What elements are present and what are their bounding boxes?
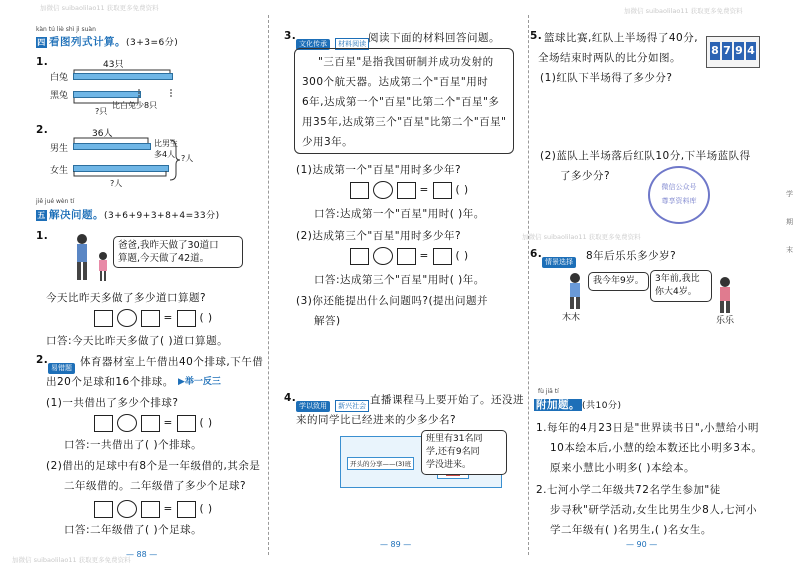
operator-circle[interactable] xyxy=(117,414,137,432)
material-line2: 300个航天器。达成第二个"百星"用时 xyxy=(302,76,489,88)
error-prone-tag: 易错题 xyxy=(48,363,75,374)
problem4-tags xyxy=(296,393,369,412)
answer-box[interactable] xyxy=(94,501,113,518)
problem2-text-line1: 体育器材室上午借出40个排球,下午借 xyxy=(80,356,264,368)
score-digit: 8 xyxy=(710,42,720,60)
problem2-q1: (1)一共借出了多少个排球? xyxy=(46,397,179,409)
problem1-equation xyxy=(94,309,213,327)
q1-number: 1. xyxy=(36,56,49,68)
extra-q2-line3: 学二年级有( )名男生,( )名女生。 xyxy=(550,524,712,536)
material-line4: 用35年,达成第三个"百星"比第二个"百星" xyxy=(302,116,507,128)
material-line5: 少用3年。 xyxy=(302,136,354,148)
operator-circle[interactable] xyxy=(117,309,137,327)
extra-q1-line2: 10本绘本后,小慧的绘本数还比小明多3本。 xyxy=(550,442,763,454)
extra-heading xyxy=(534,397,621,412)
problem3-answer2: 口答:达成第三个"百星"用时( )年。 xyxy=(314,274,485,286)
lele-figure xyxy=(710,276,740,316)
stamp-seal xyxy=(648,166,710,224)
answer-box[interactable] xyxy=(177,415,196,432)
equals-sign: = xyxy=(163,312,173,324)
q1-black-label: 黑兔 xyxy=(50,91,69,101)
problem4-text-line2: 来的同学比已经进来的少多少名? xyxy=(296,414,457,426)
q1-total-label: 43只 xyxy=(103,60,124,70)
answer-box[interactable] xyxy=(350,248,369,265)
mumu-figure xyxy=(560,272,590,312)
answer-box[interactable] xyxy=(397,248,416,265)
q1-question-label: ?只 xyxy=(95,107,108,116)
culture-tag: 文化传承 xyxy=(296,39,330,50)
q2-number: 2. xyxy=(36,124,49,136)
problem3-q3-line2: 解答) xyxy=(314,315,341,327)
problem1-bubble-line2: 算题,今天做了42道。 xyxy=(118,253,210,264)
problem2-tag xyxy=(48,355,75,374)
problem1-answer: 口答:今天比昨天多做了( )道口算题。 xyxy=(46,335,229,347)
page-number: — 90 — xyxy=(626,540,658,549)
answer-box[interactable] xyxy=(141,501,160,518)
problem1-question: 今天比昨天多做了多少道口算题? xyxy=(46,292,207,304)
problem3-equation2 xyxy=(350,247,469,265)
problem2-number: 2. xyxy=(36,354,49,366)
watermark: 加微信 suibaolilao11 获取更多免费资料 xyxy=(624,7,743,15)
section4-heading xyxy=(36,34,178,49)
bubble-line1: 班里有31名同 xyxy=(426,434,483,444)
problem2-equation1 xyxy=(94,414,213,432)
material-line3: 6年,达成第一个"百星"比第二个"百星"多 xyxy=(302,96,500,108)
section5-pinyin: jiě jué wèn tí xyxy=(36,198,75,205)
problem2-equation2 xyxy=(94,500,213,518)
answer-box[interactable] xyxy=(141,310,160,327)
lele-bubble-line1: 3年前,我比 xyxy=(655,274,700,284)
q1-white-bar xyxy=(73,73,173,80)
problem4-number: 4. xyxy=(284,392,297,404)
scoreboard-digits xyxy=(707,37,759,65)
problem5-text-line2: 全场结束时两队的比分如图。 xyxy=(538,52,681,64)
problem5-text-line1: 篮球比赛,红队上半场得了40分, xyxy=(544,32,699,44)
answer-box[interactable] xyxy=(177,310,196,327)
problem1-bubble-line1: 爸爸,我昨天做了30道口 xyxy=(118,240,219,251)
column-divider xyxy=(268,15,269,555)
lele-name: 乐乐 xyxy=(716,316,735,326)
q2-more-label-2: 多4人 xyxy=(154,150,176,159)
extra-score: (共10分) xyxy=(582,401,622,411)
watermark: 加微信 suibaolilao11 获取更多免费资料 xyxy=(40,4,159,12)
problem2-answer1: 口答:一共借出了( )个排球。 xyxy=(64,439,203,451)
bubble-line3: 学没进来。 xyxy=(426,460,472,470)
operator-circle[interactable] xyxy=(373,181,393,199)
equals-sign: = xyxy=(419,250,429,262)
problem6-number: 6. xyxy=(530,248,543,260)
extra-q2-line1: 2.七河小学二年级共72名学生参加"徒 xyxy=(536,484,721,496)
page-number: — 88 — xyxy=(126,550,158,559)
q2-girl-label: 女生 xyxy=(50,166,69,176)
watermark-bottom: 加微信 suibaolilao11 获取更多免费资料 xyxy=(12,556,131,564)
answer-box[interactable] xyxy=(397,182,416,199)
unit-blank: ( ) xyxy=(199,503,213,515)
unit-blank: ( ) xyxy=(455,184,469,196)
problem6-text: 8年后乐乐多少岁? xyxy=(586,250,677,262)
mumu-name: 木木 xyxy=(562,313,581,323)
unit-blank: ( ) xyxy=(199,417,213,429)
equals-sign: = xyxy=(163,417,173,429)
equals-sign: = xyxy=(163,503,173,515)
section4-number: 四 xyxy=(37,38,46,47)
section5-score: (3+6+9+3+8+4=33分) xyxy=(104,211,220,221)
variant-label: 举一反三 xyxy=(184,377,221,387)
problem5-number: 5. xyxy=(530,30,543,42)
scoreboard xyxy=(706,36,760,68)
score-digit: 7 xyxy=(722,42,732,60)
mumu-speech-bubble: 我今年9岁。 xyxy=(588,272,649,291)
problem2-variant-tag: ▶举一反三 xyxy=(178,377,221,387)
problem4-speech-bubble xyxy=(421,430,507,475)
q1-white-label: 白兔 xyxy=(50,73,69,83)
score-digit: 4 xyxy=(746,42,756,60)
middle-page xyxy=(270,0,528,566)
answer-box[interactable] xyxy=(177,501,196,518)
problem4-text-line1: 直播课程马上要开始了。还没进 xyxy=(370,394,524,406)
extra-q1-line3: 原来小慧比小明多( )本绘本。 xyxy=(550,462,696,474)
unit-blank: ( ) xyxy=(199,312,213,324)
problem3-intro: 阅读下面的材料回答问题。 xyxy=(368,32,500,44)
material-line1: "三百星"是指我国研制并成功发射的 xyxy=(318,56,494,68)
section5-number: 五 xyxy=(37,211,46,220)
problem1-number: 1. xyxy=(36,230,49,242)
score-digit: 9 xyxy=(734,42,744,60)
answer-box[interactable] xyxy=(94,310,113,327)
answer-box[interactable] xyxy=(433,182,452,199)
problem6-tag xyxy=(542,249,576,268)
extra-q2-line2: 步寻秋"研学活动,女生比男生少8人,七河小 xyxy=(550,504,758,516)
equals-sign: = xyxy=(419,184,429,196)
unit-blank: ( ) xyxy=(455,250,469,262)
problem3-q1: (1)达成第一个"百星"用时多少年? xyxy=(296,164,462,176)
society-tag: 新兴社会 xyxy=(335,400,369,412)
problem5-q2-line2: 了多少分? xyxy=(560,170,611,182)
watermark-mid: 加微信 suibaolilao11 获取更多免费资料 xyxy=(522,233,641,241)
q1-diff-mark xyxy=(138,86,178,100)
apply-tag: 学以致用 xyxy=(296,401,330,412)
extra-title: 附加题。 xyxy=(536,399,580,411)
q2-more-label: 比男生 xyxy=(154,139,178,148)
section4-score: (3+3=6分) xyxy=(126,38,179,48)
q2-total-question: ?人 xyxy=(181,154,194,163)
problem3-answer1: 口答:达成第一个"百星"用时( )年。 xyxy=(314,208,485,220)
column-divider xyxy=(528,15,529,555)
bubble-line2: 学,还有9名同 xyxy=(426,447,480,457)
problem2-text-line2: 出20个足球和16个排球。 xyxy=(46,376,174,388)
page-number: — 89 — xyxy=(380,540,412,549)
q1-less-label: 比白兔少8只 xyxy=(112,101,158,110)
q2-boy-label: 男生 xyxy=(50,144,69,154)
section4-title: 看图列式计算。 xyxy=(49,36,126,48)
problem3-equation1 xyxy=(350,181,469,199)
lele-bubble-line2: 你大4岁。 xyxy=(655,287,697,297)
q2-question-label: ?人 xyxy=(110,179,123,188)
section5-title: 解决问题。 xyxy=(49,209,104,221)
section4-pinyin: kàn tú liè shì jì suàn xyxy=(36,26,96,33)
left-page xyxy=(0,0,268,566)
operator-circle[interactable] xyxy=(117,500,137,518)
problem2-q2-line2: 二年级借的。二年级借了多少个足球? xyxy=(64,480,247,492)
q2-top-label: 36人 xyxy=(92,129,113,139)
answer-box[interactable] xyxy=(350,182,369,199)
stamp-text1: 微信公众号 xyxy=(661,183,697,191)
problem5-q1: (1)红队下半场得了多少分? xyxy=(540,72,673,84)
problem3-q2: (2)达成第三个"百星"用时多少年? xyxy=(296,230,462,242)
extra-pinyin: fù jiā tí xyxy=(538,388,559,395)
answer-box[interactable] xyxy=(141,415,160,432)
scenario-tag: 情景选择 xyxy=(542,257,576,268)
problem2-q2-line1: (2)借出的足球中有8个是一年级借的,其余是 xyxy=(46,460,261,472)
answer-box[interactable] xyxy=(94,415,113,432)
section5-heading xyxy=(36,207,220,222)
stamp-text2: 尊享资料库 xyxy=(661,197,697,205)
problem5-q2-line1: (2)蓝队上半场落后红队10分,下半场蓝队得 xyxy=(540,150,751,162)
problem1-speech-bubble xyxy=(113,236,243,268)
problem3-q3-line1: (3)你还能提出什么问题吗?(提出问题并 xyxy=(296,295,489,307)
problem3-number: 3. xyxy=(284,30,297,42)
reading-tag: 材料阅读 xyxy=(335,38,369,50)
right-page xyxy=(522,0,800,566)
answer-box[interactable] xyxy=(433,248,452,265)
q2-boy-bar xyxy=(73,143,151,150)
operator-circle[interactable] xyxy=(373,247,393,265)
screen-title: 开头的分享——(3)班 xyxy=(347,457,414,470)
lele-speech-bubble xyxy=(650,270,712,302)
side-label: 学 期 末 xyxy=(786,190,793,254)
extra-q1-line1: 1.每年的4月23日是"世界读书日",小慧给小明 xyxy=(536,422,760,434)
problem2-answer2: 口答:二年级借了( )个足球。 xyxy=(64,524,203,536)
